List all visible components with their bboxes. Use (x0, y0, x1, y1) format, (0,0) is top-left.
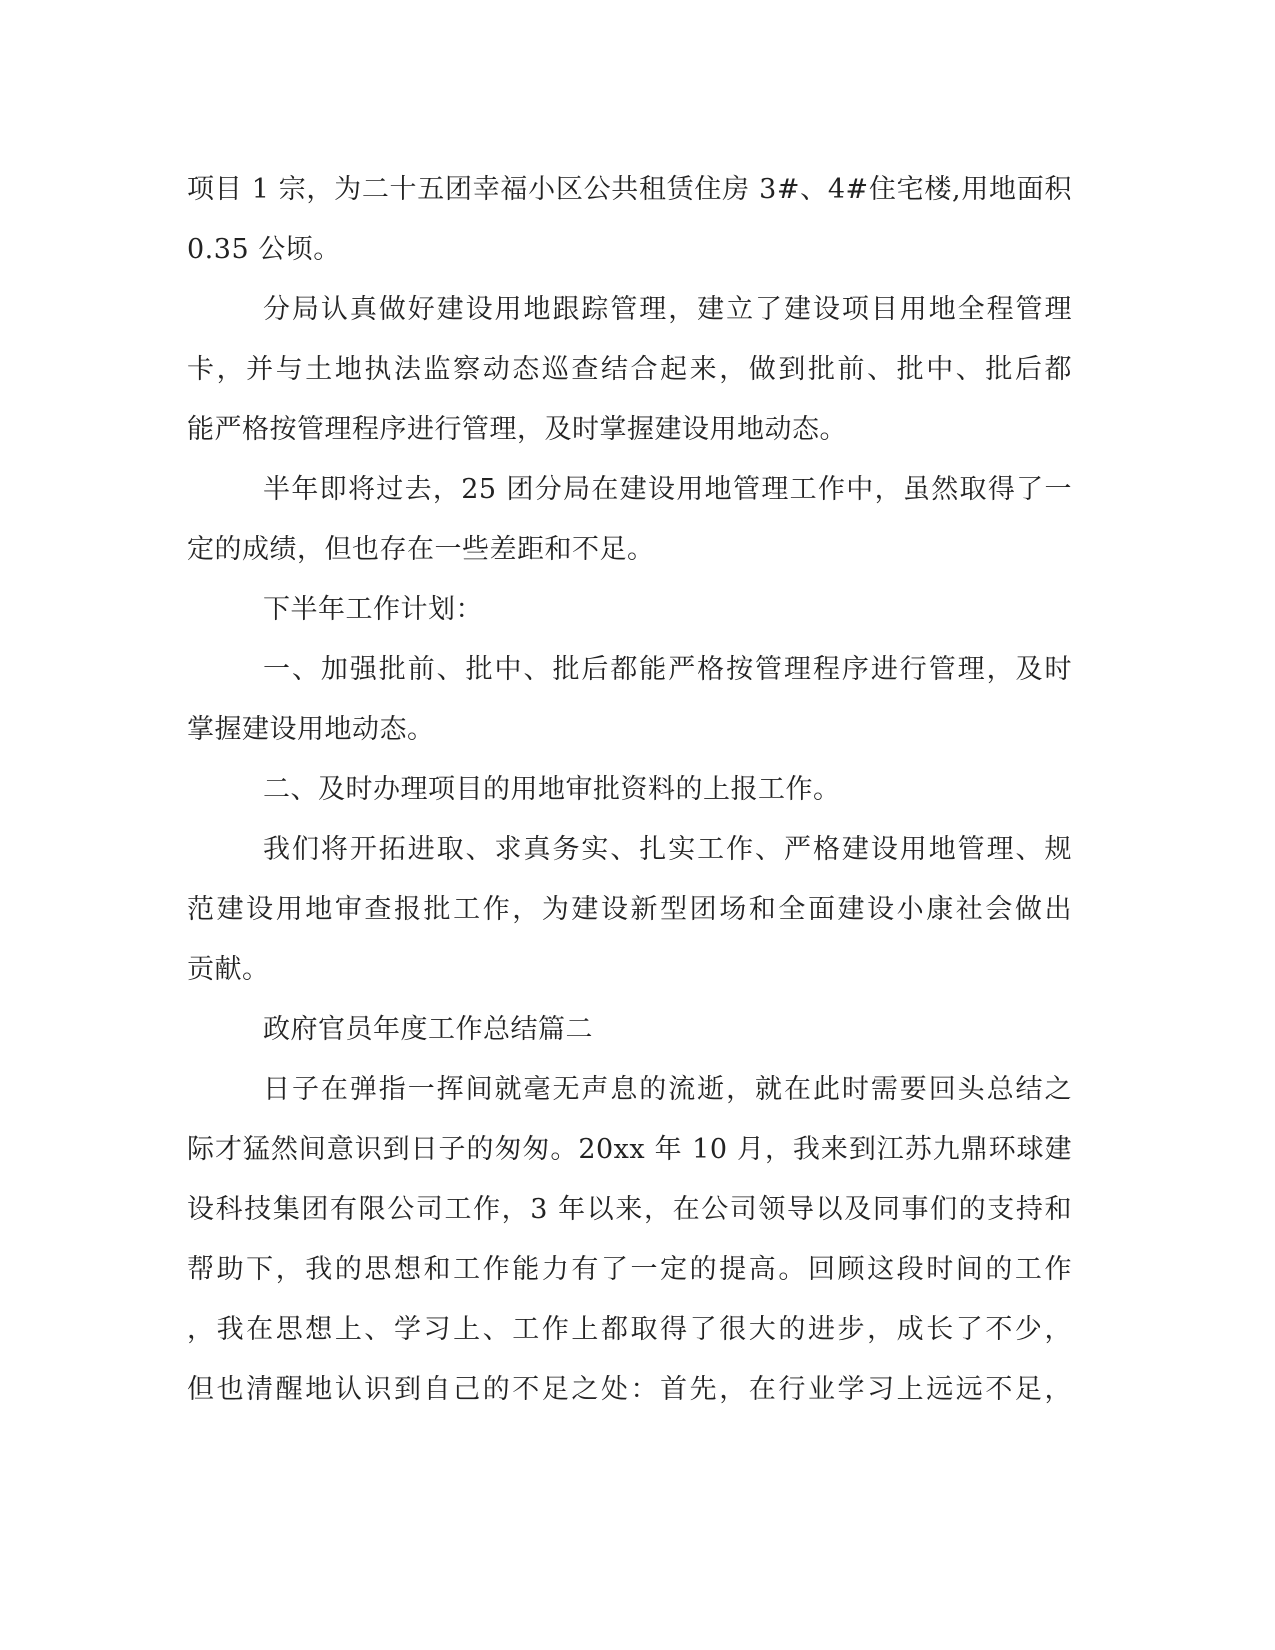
text-line: 分局认真做好建设用地跟踪管理，建立了建设项目用地全程管理 (263, 294, 1072, 325)
text-line: 政府官员年度工作总结篇二 (263, 1014, 593, 1045)
section-heading (187, 1000, 1072, 1060)
text-line: 贡献。 (187, 954, 270, 985)
text-line: 一、加强批前、批中、批后都能严格按管理程序进行管理，及时 (263, 654, 1072, 685)
text-line: 卡，并与土地执法监察动态巡查结合起来，做到批前、批中、批后都 (187, 354, 1072, 385)
text-line: 定的成绩，但也存在一些差距和不足。 (187, 534, 655, 565)
text-line: 我们将开拓进取、求真务实、扎实工作、严格建设用地管理、规 (263, 834, 1072, 865)
paragraph-plan-heading (187, 580, 1072, 640)
paragraph-tracking-management (187, 280, 1072, 460)
text-line: 半年即将过去，25 团分局在建设用地管理工作中，虽然取得了一 (263, 474, 1072, 505)
paragraph-reflection (187, 1060, 1072, 1420)
document-body (187, 160, 1072, 1420)
text-line: 帮助下，我的思想和工作能力有了一定的提高。回顾这段时间的工作 (187, 1254, 1072, 1285)
text-line: 范建设用地审查报批工作，为建设新型团场和全面建设小康社会做出 (187, 894, 1072, 925)
text-line: 下半年工作计划： (263, 594, 483, 625)
text-line: ，我在思想上、学习上、工作上都取得了很大的进步，成长了不少， (187, 1314, 1072, 1345)
text-line: 际才猛然间意识到日子的匆匆。20xx 年 10 月，我来到江苏九鼎环球建 (187, 1134, 1072, 1165)
paragraph-half-year-review (187, 460, 1072, 580)
paragraph-project-summary (187, 160, 1072, 280)
text-line: 但也清醒地认识到自己的不足之处：首先，在行业学习上远远不足， (187, 1374, 1072, 1405)
text-line: 0.35 公顷。 (187, 234, 341, 265)
paragraph-plan-item-one (187, 640, 1072, 760)
text-line: 设科技集团有限公司工作，3 年以来，在公司领导以及同事们的支持和 (187, 1194, 1072, 1225)
text-line: 掌握建设用地动态。 (187, 714, 435, 745)
paragraph-plan-item-two (187, 760, 1072, 820)
text-line: 项目 1 宗，为二十五团幸福小区公共租赁住房 3#、4#住宅楼,用地面积 (187, 174, 1072, 205)
paragraph-commitment (187, 820, 1072, 1000)
text-line: 二、及时办理项目的用地审批资料的上报工作。 (263, 774, 841, 805)
text-line: 日子在弹指一挥间就毫无声息的流逝，就在此时需要回头总结之 (263, 1074, 1072, 1105)
text-line: 能严格按管理程序进行管理，及时掌握建设用地动态。 (187, 414, 847, 445)
